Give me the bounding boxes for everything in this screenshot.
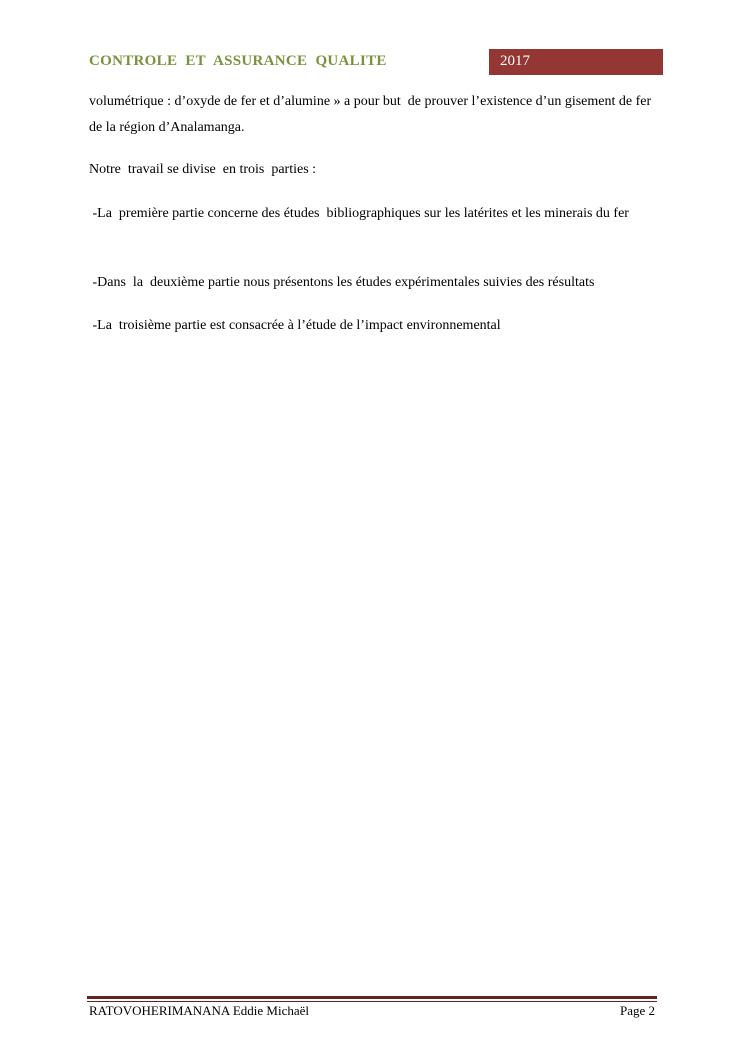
footer-divider-thin <box>87 1001 657 1002</box>
header-year-box <box>489 49 663 75</box>
paragraph-intro-continuation: volumétrique : d’oxyde de fer et d’alumine » a pour but de prouver l’existence d’un gisement de fer de la région d’Analamanga. <box>89 94 659 135</box>
list-item-part-two: -Dans la deuxième partie nous présentons les études expérimentales suivies des résultats <box>89 275 595 290</box>
list-item-part-three: -La troisième partie est consacrée à l’étude de l’impact environnemental <box>89 318 501 333</box>
header-title: CONTROLE ET ASSURANCE QUALITE <box>89 53 387 69</box>
paragraph-parts-intro: Notre travail se divise en trois parties : <box>89 162 317 177</box>
header-year: 2017 <box>500 53 530 69</box>
footer-divider-thick <box>87 996 657 999</box>
footer-page-number: Page 2 <box>619 1003 655 1018</box>
list-item-part-one: -La première partie concerne des études bibliographiques sur les latérites et les minerais du fer <box>89 206 629 221</box>
footer-author: RATOVOHERIMANANA Eddie Michaël <box>89 1003 310 1018</box>
